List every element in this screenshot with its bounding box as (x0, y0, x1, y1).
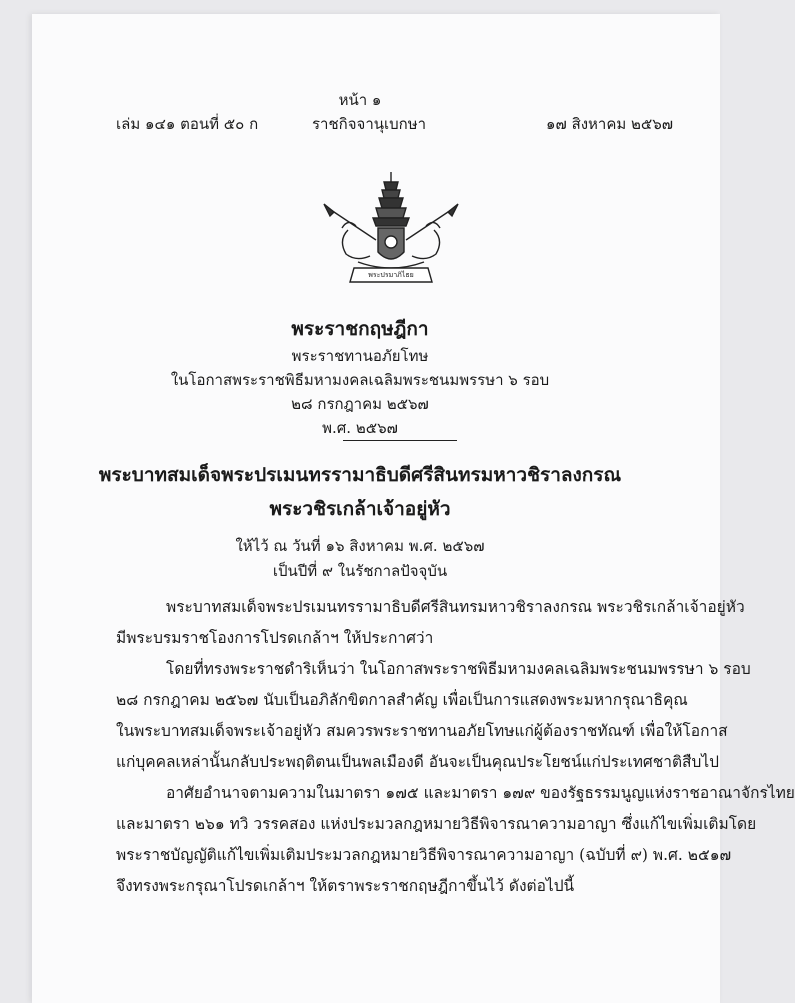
decree-subtitle: พระราชทานอภัยโทษ (291, 347, 429, 365)
paragraph-line: จึงทรงพระกรุณาโปรดเกล้าฯ ให้ตราพระราชกฤษฎีกาขึ้นไว้ ดังต่อไปนี้ (116, 877, 575, 895)
paragraph-line: พระราชบัญญัติแก้ไขเพิ่มเติมประมวลกฎหมายวิธีพิจารณาความอาญา (ฉบับที่ ๙) พ.ศ. ๒๕๑๗ (116, 846, 732, 864)
paragraph-line: แก่บุคคลเหล่านั้นกลับประพฤติตนเป็นพลเมืองดี อันจะเป็นคุณประโยชน์แก่ประเทศชาติสืบไป (116, 753, 719, 771)
page-number: หน้า ๑ (338, 91, 382, 109)
title-divider (343, 440, 457, 441)
volume-info: เล่ม ๑๔๑ ตอนที่ ๕๐ ก (116, 115, 259, 133)
paragraph-line: พระบาทสมเด็จพระปรเมนทรรามาธิบดีศรีสินทรมหาวชิราลงกรณ พระวชิรเกล้าเจ้าอยู่หัว (166, 598, 745, 616)
occasion-line: ในโอกาสพระราชพิธีมหามงคลเฉลิมพระชนมพรรษา ๖ รอบ (170, 371, 550, 389)
paragraph-line: ๒๘ กรกฎาคม ๒๕๖๗ นับเป็นอภิลักขิตกาลสำคัญ เพื่อเป็นการแสดงพระมหากรุณาธิคุณ (116, 691, 688, 709)
paragraph-line: มีพระบรมราชโองการโปรดเกล้าฯ ให้ประกาศว่า (116, 629, 434, 647)
paragraph-line: และมาตรา ๒๖๑ ทวิ วรรคสอง แห่งประมวลกฎหมายวิธีพิจารณาความอาญา ซึ่งแก้ไขเพิ่มเติมโดย (116, 815, 757, 833)
occasion-date: ๒๘ กรกฎาคม ๒๕๖๗ (291, 395, 429, 413)
decree-year: พ.ศ. ๒๕๖๗ (322, 419, 398, 437)
reign-year: เป็นปีที่ ๙ ในรัชกาลปัจจุบัน (272, 562, 448, 580)
paragraph-authority (116, 778, 795, 902)
paragraph-line: ในพระบาทสมเด็จพระเจ้าอยู่หัว สมควรพระราชทานอภัยโทษแก่ผู้ต้องราชทัณฑ์ เพื่อให้โอกาส (116, 722, 728, 740)
publication-date: ๑๗ สิงหาคม ๒๕๖๗ (546, 115, 674, 133)
king-name-line1: พระบาทสมเด็จพระปรเมนทรรามาธิบดีศรีสินทรมหาวชิราลงกรณ (98, 464, 622, 486)
emblem-ribbon-text: พระปรมาภิไธย (368, 271, 414, 279)
decree-title: พระราชกฤษฎีกา (291, 318, 429, 340)
king-name-line2: พระวชิรเกล้าเจ้าอยู่หัว (269, 498, 451, 520)
given-date: ให้ไว้ ณ วันที่ ๑๖ สิงหาคม พ.ศ. ๒๕๖๗ (235, 537, 485, 555)
paragraph-proclamation (116, 592, 745, 654)
paragraph-rationale (116, 654, 751, 778)
publication-name: ราชกิจจานุเบกษา (312, 115, 427, 133)
paragraph-line: อาศัยอำนาจตามความในมาตรา ๑๗๕ และมาตรา ๑๗๙ ของรัฐธรรมนูญแห่งราชอาณาจักรไทย (166, 784, 795, 802)
royal-emblem-icon (318, 170, 464, 290)
paragraph-line: โดยที่ทรงพระราชดำริเห็นว่า ในโอกาสพระราชพิธีมหามงคลเฉลิมพระชนมพรรษา ๖ รอบ (166, 660, 751, 678)
